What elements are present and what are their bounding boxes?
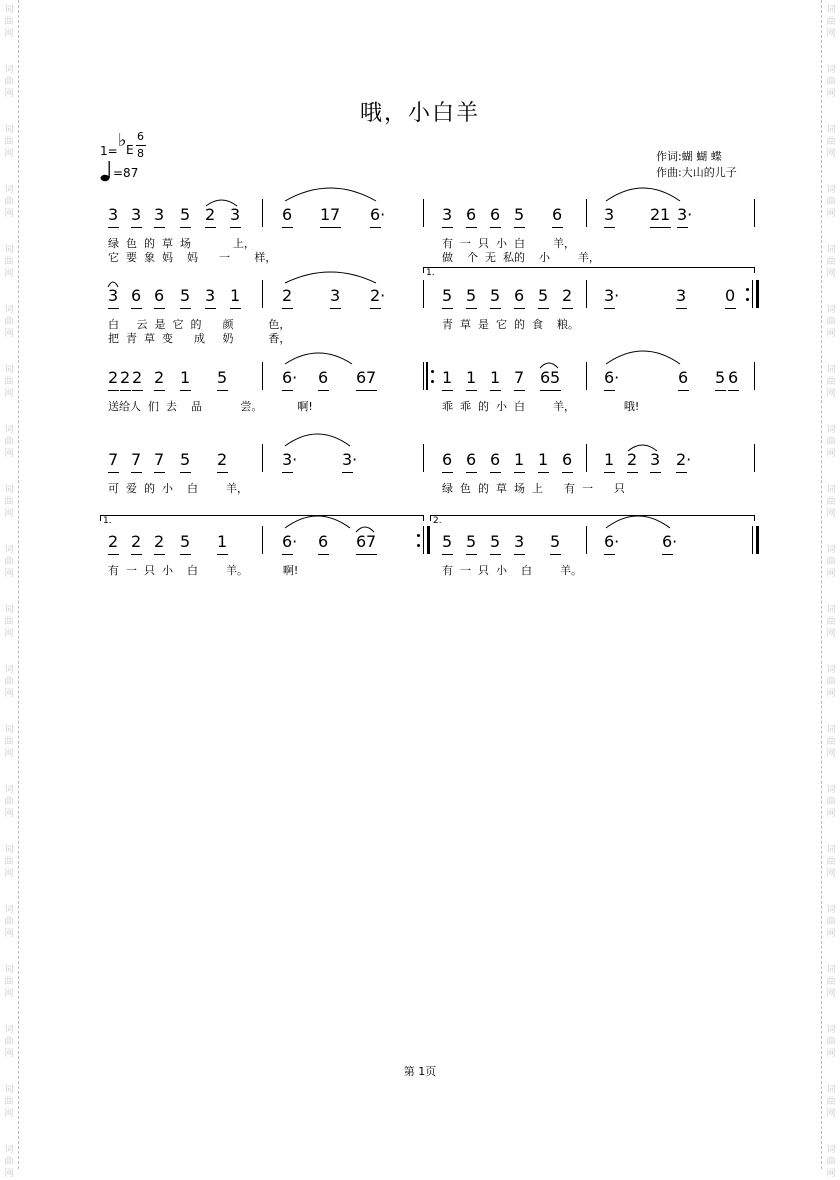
beam [538,308,549,309]
beam [108,472,119,473]
beam [514,390,525,391]
song-title: 哦，小白羊 [359,101,480,126]
beam [627,472,638,473]
watermark-text: 词 曲 网 [4,185,14,219]
note: 3· [677,205,693,224]
beam [205,227,216,228]
watermark-text: 词 曲 网 [826,1025,836,1059]
note: 2 [154,532,165,551]
volta-end [754,267,755,273]
beam [282,227,293,228]
note: 5 [550,532,561,551]
bar-line [262,526,263,554]
beam [604,472,615,473]
lyric-line-verse2: 它 要 象 妈 妈 一 样， [108,251,277,264]
watermark-text: 词 曲 网 [4,665,14,699]
lyricist: 作词:蝴 蝴 蝶 [656,150,722,163]
volta-label: 2. [433,516,442,526]
bar-line [262,362,263,390]
bar-line-thick [756,280,759,308]
bar-line [752,280,753,308]
note: 2 [562,286,573,305]
note: 6 [466,450,477,469]
note: 7 [131,450,142,469]
beam [604,227,615,228]
beam [728,390,739,391]
lyric-line: 绿 色 的 草 场 上， [108,237,255,250]
watermark-text: 词 曲 网 [826,65,836,99]
beam [132,390,143,391]
watermark-text: 词 曲 网 [826,1085,836,1119]
slur [285,188,376,201]
lyric-line: 有 一 只 小 白 羊， [442,237,575,250]
beam [442,308,453,309]
beam [108,308,119,309]
note: 1 [490,368,501,387]
beam [330,227,341,228]
slur [606,188,680,201]
meter-bottom: 8 [137,147,144,160]
beam [676,308,687,309]
beam [180,554,191,555]
volta-label: 1. [426,268,435,278]
beam [370,227,381,228]
watermark-text: 词 曲 网 [826,905,836,939]
watermark-text: 词 曲 网 [4,845,14,879]
bar-line [262,280,263,308]
volta-start [423,267,424,273]
note: 5 [180,532,191,551]
beam [282,308,293,309]
note: 2 [108,368,119,387]
watermark-text: 词 曲 网 [4,245,14,279]
beam [442,472,453,473]
note: 6 [282,205,293,224]
beam [230,227,241,228]
bar-line [423,362,424,390]
beam [538,472,549,473]
watermark-text: 词 曲 网 [4,965,14,999]
beam [230,308,241,309]
beam [514,472,525,473]
lyric-line-verse2: 把 青 草 变 成 奶 香， [108,332,291,345]
note: 7 [330,205,341,224]
slur [285,353,352,364]
beam [442,390,453,391]
beam [366,390,377,391]
note: 2 [120,368,131,387]
tempo-mark: =87 [113,166,139,180]
beam [108,227,119,228]
bar-line-thick [756,526,759,554]
note: 3 [650,450,661,469]
note: 3· [342,450,358,469]
beam [715,390,726,391]
beam [282,390,293,391]
note: 1 [217,532,228,551]
bar-line [752,526,753,554]
repeat-dot [417,544,420,547]
note: 3 [154,205,165,224]
beam [108,554,119,555]
watermark-text: 词 曲 网 [4,65,14,99]
note: 6 [356,532,367,551]
note: 1 [660,205,671,224]
beam [180,390,191,391]
note: 2 [154,368,165,387]
watermark-text: 词 曲 网 [4,1085,14,1119]
bar-line [262,444,263,472]
beam [180,227,191,228]
note: 5 [466,532,477,551]
note: 3 [514,532,525,551]
beam [466,554,477,555]
beam [514,227,525,228]
beam [604,308,615,309]
note: 2· [370,286,386,305]
note: 3 [676,286,687,305]
beam [131,308,142,309]
beam [370,308,381,309]
note: 1 [538,450,549,469]
note: 5 [180,450,191,469]
beam [342,472,353,473]
note: 6· [604,532,620,551]
beam [490,390,501,391]
watermark-text: 词 曲 网 [826,425,836,459]
note: 5 [550,368,561,387]
note: 7 [108,450,119,469]
left-margin [0,0,19,1179]
slur [606,351,680,364]
quarter-note-icon [100,160,112,182]
watermark-text: 词 曲 网 [4,1025,14,1059]
bar-line [754,444,755,472]
watermark-text: 词 曲 网 [826,665,836,699]
note: 5 [217,368,228,387]
watermark-text: 词 曲 网 [4,605,14,639]
note: 3 [205,286,216,305]
bar-line-thick [427,526,430,554]
beam [366,554,377,555]
beam [466,390,477,391]
right-margin [821,0,840,1179]
note: 6 [131,286,142,305]
note: 3 [442,205,453,224]
note: 5 [538,286,549,305]
watermark-text: 词 曲 网 [826,245,836,279]
watermark-text: 词 曲 网 [826,785,836,819]
bar-line [262,199,263,227]
volta-start [100,515,101,521]
repeat-dot [746,288,749,291]
beam [318,554,329,555]
note: 6 [540,368,551,387]
beam [282,554,293,555]
beam [442,227,453,228]
lyric-line: 有 一 只 小 白 羊。 啊! [108,564,299,577]
volta-end [754,515,755,521]
beam [131,554,142,555]
page-number: 第 1页 [403,1065,437,1078]
note: 6· [370,205,386,224]
beam [154,554,165,555]
repeat-dot [431,380,434,383]
beam [650,472,661,473]
watermark-text: 词 曲 网 [826,125,836,159]
lyric-line: 绿 色 的 草 场 上 有 一 只 [442,482,625,495]
beam [330,308,341,309]
note: 7 [514,368,525,387]
bar-line-thick [426,362,428,390]
watermark-text: 词 曲 网 [4,425,14,459]
lyric-line-verse2: 做 个 无 私的 小 羊， [442,251,600,264]
beam [514,308,525,309]
note: 5 [514,205,525,224]
watermark-text: 词 曲 网 [826,725,836,759]
note: 2 [217,450,228,469]
key-letter: E [126,143,134,157]
watermark-text: 词 曲 网 [826,185,836,219]
note: 3· [604,286,620,305]
beam [725,308,736,309]
note: 3 [230,205,241,224]
watermark-text: 词 曲 网 [826,5,836,39]
beam [552,227,563,228]
slur [606,516,670,528]
note: 6· [662,532,678,551]
note: 6 [490,205,501,224]
watermark-text: 词 曲 网 [4,485,14,519]
watermark-text: 词 曲 网 [4,785,14,819]
beam [550,390,561,391]
note: 5 [180,286,191,305]
watermark-text: 词 曲 网 [826,605,836,639]
note: 1 [180,368,191,387]
note: 6 [318,368,329,387]
volta-end [423,515,424,521]
beam [490,227,501,228]
watermark-text: 词 曲 网 [826,1145,836,1179]
note: 1 [466,368,477,387]
watermark-text: 词 曲 网 [4,305,14,339]
note: 1 [604,450,615,469]
beam [180,472,191,473]
volta-label: 1. [103,516,112,526]
note: 2 [205,205,216,224]
note: 2 [282,286,293,305]
note: 5 [442,286,453,305]
beam [660,227,671,228]
beam [205,308,216,309]
slur [285,434,350,446]
repeat-dot [417,534,420,537]
bar-line [586,280,587,308]
bar-line [586,362,587,390]
beam [154,390,165,391]
note: 1 [514,450,525,469]
note: 3· [282,450,298,469]
watermark-text: 词 曲 网 [826,965,836,999]
beam [677,227,688,228]
beam [217,554,228,555]
note: 2 [131,532,142,551]
key-prefix: 1= [100,144,118,158]
note: 1 [230,286,241,305]
volta-start [430,515,431,521]
lyric-line: 乖 乖 的 小 白 羊， 哦! [442,400,640,413]
bar-line [423,526,424,554]
beam [676,472,687,473]
note: 6 [552,205,563,224]
note: 2 [108,532,119,551]
beam [604,390,615,391]
note: 5 [442,532,453,551]
watermark-text: 词 曲 网 [4,905,14,939]
beam [490,472,501,473]
note: 6 [728,368,739,387]
beam [514,554,525,555]
beam [490,554,501,555]
beam [318,390,329,391]
note: 5 [490,532,501,551]
bar-line [754,362,755,390]
note: 6 [562,450,573,469]
note: 5 [715,368,726,387]
note: 6 [154,286,165,305]
note: 6· [604,368,620,387]
note: 0 [725,286,736,305]
bar-line [423,444,424,472]
bar-line [586,526,587,554]
note: 7 [366,368,377,387]
note: 5 [490,286,501,305]
beam [108,390,119,391]
volta-line [430,515,754,516]
note: 6· [282,368,298,387]
watermark-text: 词 曲 网 [4,545,14,579]
beam [550,554,561,555]
lyric-line: 白 云 是 它 的 颜 色， [108,318,291,331]
beam [466,308,477,309]
slur [285,272,376,283]
note: 5 [466,286,477,305]
beam [180,308,191,309]
flat-sign: ♭ [118,130,127,151]
note: 3 [131,205,142,224]
beam [466,227,477,228]
lyric-line: 青 草 是 它 的 食 粮。 [442,318,579,331]
note: 7 [154,450,165,469]
watermark-text: 词 曲 网 [826,845,836,879]
lyric-line: 可 爱 的 小 白 羊， [108,482,248,495]
bar-line [754,199,755,227]
composer: 作曲:大山的儿子 [656,166,737,179]
beam [217,472,228,473]
bar-line [423,199,424,227]
note: 5 [180,205,191,224]
note: 6 [678,368,689,387]
beam [282,472,293,473]
volta-line [423,267,754,268]
note: 6 [442,450,453,469]
beam [131,472,142,473]
watermark-text: 词 曲 网 [826,485,836,519]
beam [562,472,573,473]
slur [285,516,350,528]
beam [466,472,477,473]
bar-line [586,444,587,472]
note: 1 [320,205,331,224]
note: 6 [318,532,329,551]
lyric-line: 有 一 只 小 白 羊。 [442,564,582,577]
beam [217,390,228,391]
watermark-text: 词 曲 网 [826,365,836,399]
beam [154,472,165,473]
watermark-text: 词 曲 网 [4,125,14,159]
watermark-text: 词 曲 网 [4,365,14,399]
note: 6 [514,286,525,305]
note: 3 [330,286,341,305]
beam [562,308,573,309]
watermark-text: 词 曲 网 [826,305,836,339]
beam [154,227,165,228]
note: 6 [490,450,501,469]
beam [442,554,453,555]
repeat-dot [431,370,434,373]
note: 2· [676,450,692,469]
note: 2 [627,450,638,469]
note: 1 [442,368,453,387]
lyric-line: 送给人 们 去 品 尝。 啊! [108,400,313,413]
note: 2 [132,368,143,387]
note: 3 [604,205,615,224]
watermark-text: 词 曲 网 [4,725,14,759]
volta-line [100,515,423,516]
beam [490,308,501,309]
meter-line [136,145,146,146]
bar-line [423,280,424,308]
beam [662,554,673,555]
note: 6 [466,205,477,224]
note: 3 [108,205,119,224]
beam [604,554,615,555]
note: 6· [282,532,298,551]
watermark-text: 词 曲 网 [826,545,836,579]
note: 7 [366,532,377,551]
watermark-text: 词 曲 网 [4,5,14,39]
credits [656,149,737,181]
beam [131,227,142,228]
repeat-dot [746,298,749,301]
note: 6 [356,368,367,387]
beam [678,390,689,391]
watermark-text: 词 曲 网 [4,1145,14,1179]
note: 2 [650,205,661,224]
meter-top: 6 [137,130,144,143]
beam [154,308,165,309]
beam [120,390,131,391]
note: 3 [108,286,119,305]
bar-line [586,199,587,227]
